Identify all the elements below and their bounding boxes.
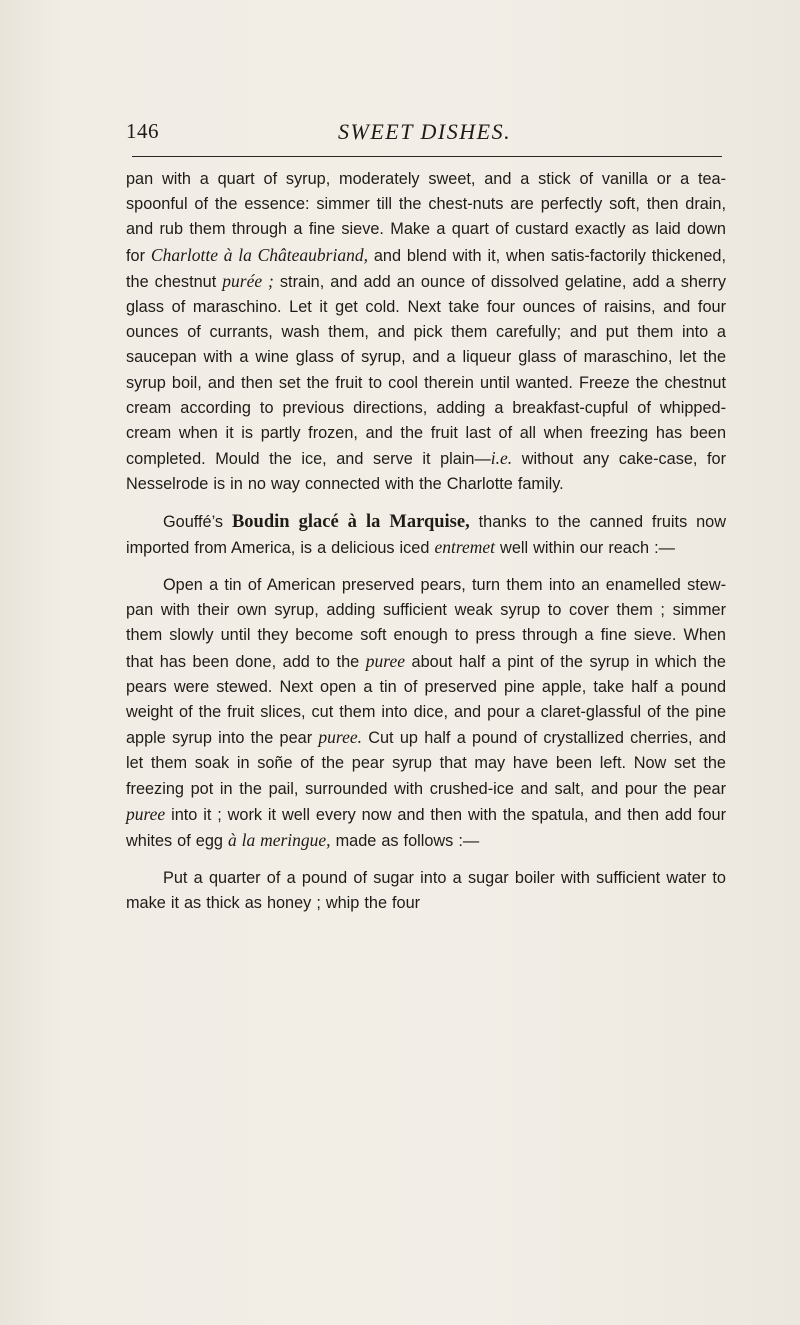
text-segment: strain, and add an ounce of dissolved gelatine, add a sherry glass of maraschino. Let it get cold. Next take four ounces of raisins, and four ounces of currants, wash them, and pick them carefully; and put them into a saucepan with a wine glass of syrup, and a liqueur glass of maraschino, let the syrup boil, and then set the fruit to cool therein until wanted. Freeze the chestnut cream according to previous directions, adding a breakfast-cupful of whipped-cream when it is partly frozen, and the fruit last of all when freezing has been completed. Mould the ice, and serve it plain— xyxy=(126,272,726,469)
text-segment: without any cake-case, for Nesselrode is in no way connected with the Charlotte family. xyxy=(126,450,726,494)
text-segment: Cut up half a pound of crystallized cherries, and let them soak in soñe of the pear syrup that may have been left. Now set the freezing pot in the pail, surrounded with crushed-ice and salt, and pour the pear xyxy=(126,729,726,798)
text-segment: well within our reach :— xyxy=(495,538,675,557)
paragraph-pear-method xyxy=(126,573,726,854)
text-segment: into it ; work it well every now and then with the spatula, and then add four whites of egg xyxy=(126,805,726,851)
italic-term: entremet xyxy=(434,536,496,557)
text-segment: Gouffé’s xyxy=(163,512,232,531)
paragraph-chestnut-ice xyxy=(126,167,726,498)
text-segment: made as follows :— xyxy=(330,832,480,851)
text-segment: Put a quarter of a pound of sugar into a sugar boiler with sufficient water to make it as thick as honey ; whip the four xyxy=(126,869,726,913)
body-text xyxy=(126,167,726,917)
text-segment: thanks to the canned fruits now imported from America, is a delicious iced xyxy=(126,512,726,557)
italic-term: puree xyxy=(126,803,166,824)
text-segment: Open a tin of American preserved pears, turn them into an enamelled stew-pan with their own syrup, adding sufficient weak syrup to cover them ; simmer them slowly until they become soft enough to press through a fine sieve. When that has been done, add to the xyxy=(126,576,726,671)
running-head: SWEET DISHES. xyxy=(338,119,512,144)
paragraph-boudin-intro xyxy=(126,510,726,561)
italic-term: puree xyxy=(365,650,405,671)
paragraph-sugar-boiler xyxy=(126,866,726,916)
italic-term: puree. xyxy=(318,727,362,748)
italic-term: à la meringue, xyxy=(227,830,331,851)
header-rule xyxy=(132,156,722,157)
page-header xyxy=(126,119,726,155)
italic-dish-name: Charlotte à la Châteaubriand, xyxy=(150,244,368,265)
text-segment: and blend with it, when satis-factorily thickened, the chestnut xyxy=(126,246,726,291)
italic-term: i.e. xyxy=(490,448,513,469)
text-segment: pan with a quart of syrup, moderately sweet, and a stick of vanilla or a tea-spoonful of the essence: simmer till the chest-nuts are perfectly soft, then drain, and rub them through a fine sieve. Make a quart of custard exactly as laid down for xyxy=(126,170,726,265)
italic-term: purée ; xyxy=(222,270,274,291)
text-segment: about half a pint of the syrup in which the pears were stewed. Next open a tin of preserved pine apple, take half a pound weight of the fruit slices, cut them into dice, and pour a claret-glassful of the pine apple syrup into the pear xyxy=(126,652,726,748)
page-number: 146 xyxy=(126,119,159,143)
recipe-title: Boudin glacé à la Marquise, xyxy=(231,511,470,532)
